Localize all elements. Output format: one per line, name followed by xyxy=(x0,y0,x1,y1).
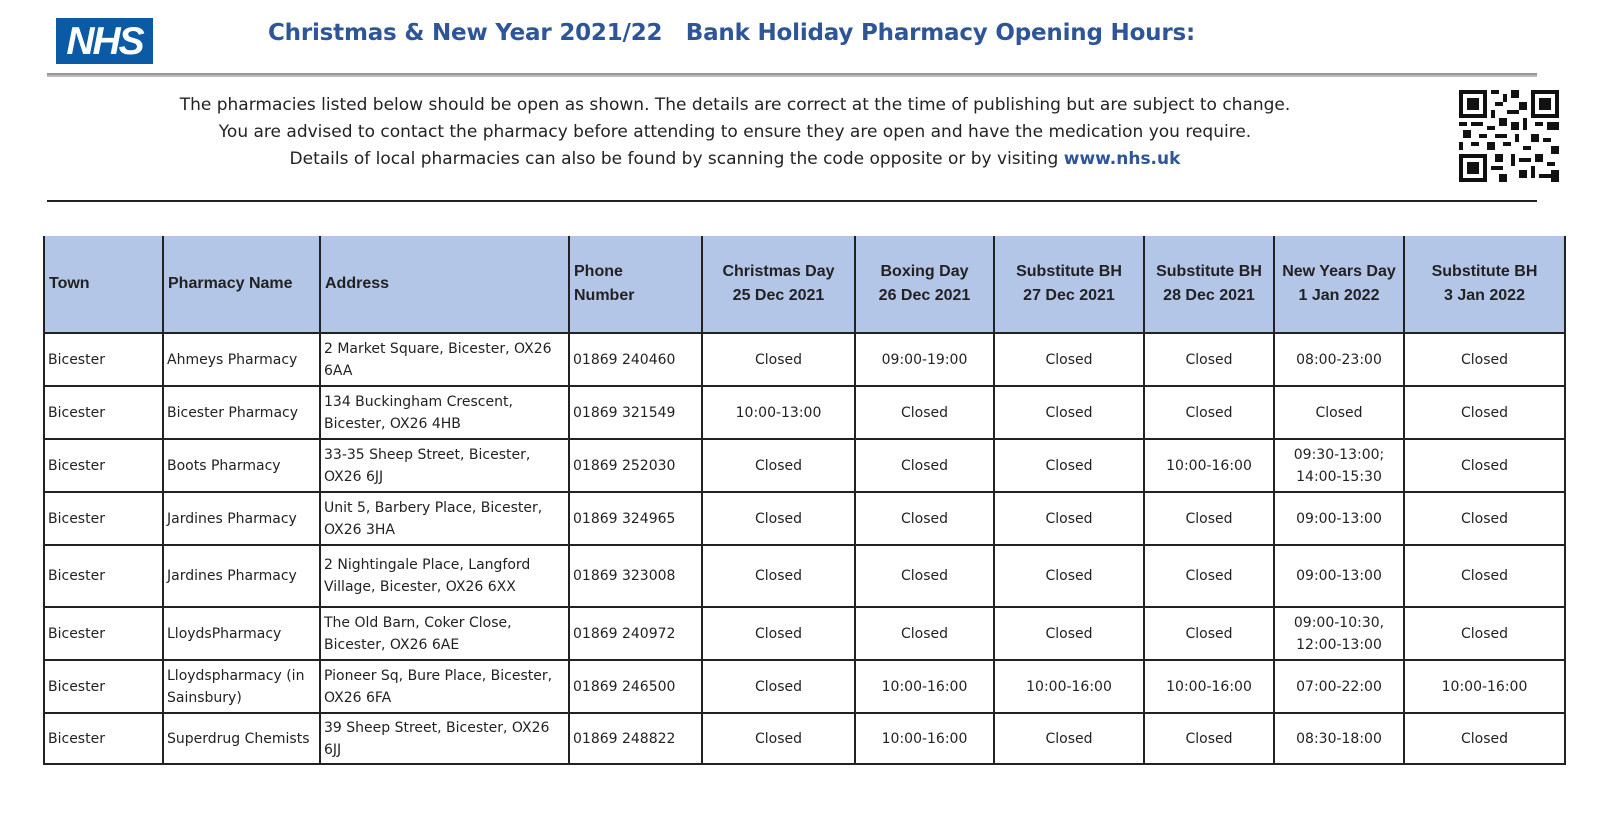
table-row xyxy=(44,607,1565,660)
col-header-town: Town xyxy=(44,236,163,333)
cell-boxing-day: 10:00-16:00 xyxy=(855,660,994,713)
cell-substitute-bh-27: Closed xyxy=(994,439,1144,492)
cell-address: 134 Buckingham Crescent, Bicester, OX26 4HB xyxy=(320,386,569,439)
cell-phone: 01869 240972 xyxy=(569,607,702,660)
cell-new-years-day: 09:00-13:00 xyxy=(1274,492,1404,545)
cell-substitute-bh-28: Closed xyxy=(1144,386,1274,439)
cell-pharmacy-name: Boots Pharmacy xyxy=(163,439,320,492)
cell-substitute-bh-3jan: Closed xyxy=(1404,545,1565,607)
cell-substitute-bh-27: Closed xyxy=(994,607,1144,660)
cell-pharmacy-name: LloydsPharmacy xyxy=(163,607,320,660)
table-row xyxy=(44,386,1565,439)
notice-line-1: The pharmacies listed below should be open as shown. The details are correct at the time of publishing but are subject to change. xyxy=(179,95,1291,115)
col-header-phone: Phone Number xyxy=(569,236,702,333)
cell-address: Unit 5, Barbery Place, Bicester, OX26 3HA xyxy=(320,492,569,545)
cell-boxing-day: Closed xyxy=(855,386,994,439)
cell-new-years-day: 08:30-18:00 xyxy=(1274,713,1404,764)
cell-substitute-bh-3jan: Closed xyxy=(1404,713,1565,764)
cell-address: 2 Nightingale Place, Langford Village, Bicester, OX26 6XX xyxy=(320,545,569,607)
cell-new-years-day: Closed xyxy=(1274,386,1404,439)
cell-phone: 01869 240460 xyxy=(569,333,702,386)
cell-substitute-bh-3jan: Closed xyxy=(1404,492,1565,545)
cell-substitute-bh-3jan: Closed xyxy=(1404,607,1565,660)
cell-pharmacy-name: Ahmeys Pharmacy xyxy=(163,333,320,386)
page-title: Christmas & New Year 2021/22 Bank Holiday Pharmacy Opening Hours: xyxy=(268,20,1195,46)
cell-town: Bicester xyxy=(44,333,163,386)
pharmacy-hours-table xyxy=(43,236,1566,765)
nhs-logo: NHS xyxy=(57,19,152,63)
cell-address: 39 Sheep Street, Bicester, OX26 6JJ xyxy=(320,713,569,764)
cell-town: Bicester xyxy=(44,607,163,660)
cell-christmas-day: Closed xyxy=(702,660,855,713)
cell-pharmacy-name: Superdrug Chemists xyxy=(163,713,320,764)
cell-substitute-bh-28: Closed xyxy=(1144,607,1274,660)
cell-phone: 01869 248822 xyxy=(569,713,702,764)
cell-substitute-bh-28: Closed xyxy=(1144,492,1274,545)
cell-substitute-bh-3jan: Closed xyxy=(1404,439,1565,492)
col-header-substitute-bh-3jan: Substitute BH 3 Jan 2022 xyxy=(1404,236,1565,333)
cell-christmas-day: 10:00-13:00 xyxy=(702,386,855,439)
cell-new-years-day: 09:00-10:30, 12:00-13:00 xyxy=(1274,607,1404,660)
cell-substitute-bh-28: Closed xyxy=(1144,713,1274,764)
cell-new-years-day: 09:00-13:00 xyxy=(1274,545,1404,607)
notice-divider xyxy=(47,200,1537,202)
cell-boxing-day: Closed xyxy=(855,439,994,492)
table-row xyxy=(44,492,1565,545)
col-header-substitute-bh-28: Substitute BH 28 Dec 2021 xyxy=(1144,236,1274,333)
cell-address: Pioneer Sq, Bure Place, Bicester, OX26 6FA xyxy=(320,660,569,713)
cell-substitute-bh-28: Closed xyxy=(1144,545,1274,607)
cell-substitute-bh-3jan: Closed xyxy=(1404,386,1565,439)
cell-christmas-day: Closed xyxy=(702,607,855,660)
col-header-new-years-day: New Years Day 1 Jan 2022 xyxy=(1274,236,1404,333)
cell-town: Bicester xyxy=(44,439,163,492)
qr-code-icon[interactable] xyxy=(1459,90,1559,182)
cell-town: Bicester xyxy=(44,545,163,607)
top-divider xyxy=(47,73,1537,77)
cell-christmas-day: Closed xyxy=(702,492,855,545)
col-header-christmas-day: Christmas Day 25 Dec 2021 xyxy=(702,236,855,333)
table-header-row xyxy=(44,236,1565,333)
cell-boxing-day: Closed xyxy=(855,492,994,545)
cell-new-years-day: 08:00-23:00 xyxy=(1274,333,1404,386)
cell-substitute-bh-27: Closed xyxy=(994,492,1144,545)
cell-substitute-bh-28: 10:00-16:00 xyxy=(1144,439,1274,492)
cell-pharmacy-name: Lloydspharmacy (in Sainsbury) xyxy=(163,660,320,713)
cell-boxing-day: Closed xyxy=(855,545,994,607)
cell-town: Bicester xyxy=(44,713,163,764)
notice-line-3: Details of local pharmacies can also be found by scanning the code opposite or by visiting www.nhs.uk xyxy=(289,149,1181,169)
cell-substitute-bh-27: Closed xyxy=(994,545,1144,607)
cell-substitute-bh-27: Closed xyxy=(994,333,1144,386)
cell-address: 33-35 Sheep Street, Bicester, OX26 6JJ xyxy=(320,439,569,492)
cell-new-years-day: 09:30-13:00; 14:00-15:30 xyxy=(1274,439,1404,492)
cell-pharmacy-name: Jardines Pharmacy xyxy=(163,545,320,607)
cell-town: Bicester xyxy=(44,386,163,439)
cell-boxing-day: 09:00-19:00 xyxy=(855,333,994,386)
cell-pharmacy-name: Bicester Pharmacy xyxy=(163,386,320,439)
cell-town: Bicester xyxy=(44,492,163,545)
cell-town: Bicester xyxy=(44,660,163,713)
cell-phone: 01869 246500 xyxy=(569,660,702,713)
cell-substitute-bh-27: Closed xyxy=(994,713,1144,764)
cell-boxing-day: Closed xyxy=(855,607,994,660)
col-header-address: Address xyxy=(320,236,569,333)
cell-christmas-day: Closed xyxy=(702,713,855,764)
cell-substitute-bh-3jan: Closed xyxy=(1404,333,1565,386)
col-header-substitute-bh-27: Substitute BH 27 Dec 2021 xyxy=(994,236,1144,333)
col-header-boxing-day: Boxing Day 26 Dec 2021 xyxy=(855,236,994,333)
col-header-pharmacy-name: Pharmacy Name xyxy=(163,236,320,333)
table-row xyxy=(44,439,1565,492)
table-row xyxy=(44,660,1565,713)
cell-address: 2 Market Square, Bicester, OX26 6AA xyxy=(320,333,569,386)
nhs-website-link[interactable]: www.nhs.uk xyxy=(1063,149,1181,169)
cell-phone: 01869 324965 xyxy=(569,492,702,545)
cell-new-years-day: 07:00-22:00 xyxy=(1274,660,1404,713)
table-row xyxy=(44,333,1565,386)
cell-christmas-day: Closed xyxy=(702,439,855,492)
cell-substitute-bh-3jan: 10:00-16:00 xyxy=(1404,660,1565,713)
cell-substitute-bh-27: 10:00-16:00 xyxy=(994,660,1144,713)
notice-line-2: You are advised to contact the pharmacy before attending to ensure they are open and have the medication you require. xyxy=(218,122,1252,142)
cell-pharmacy-name: Jardines Pharmacy xyxy=(163,492,320,545)
table-row xyxy=(44,545,1565,607)
cell-phone: 01869 321549 xyxy=(569,386,702,439)
cell-substitute-bh-27: Closed xyxy=(994,386,1144,439)
cell-substitute-bh-28: Closed xyxy=(1144,333,1274,386)
cell-christmas-day: Closed xyxy=(702,545,855,607)
table-row xyxy=(44,713,1565,764)
cell-christmas-day: Closed xyxy=(702,333,855,386)
cell-substitute-bh-28: 10:00-16:00 xyxy=(1144,660,1274,713)
cell-phone: 01869 252030 xyxy=(569,439,702,492)
cell-phone: 01869 323008 xyxy=(569,545,702,607)
cell-address: The Old Barn, Coker Close, Bicester, OX26 6AE xyxy=(320,607,569,660)
cell-boxing-day: 10:00-16:00 xyxy=(855,713,994,764)
notice-text xyxy=(150,92,1320,173)
